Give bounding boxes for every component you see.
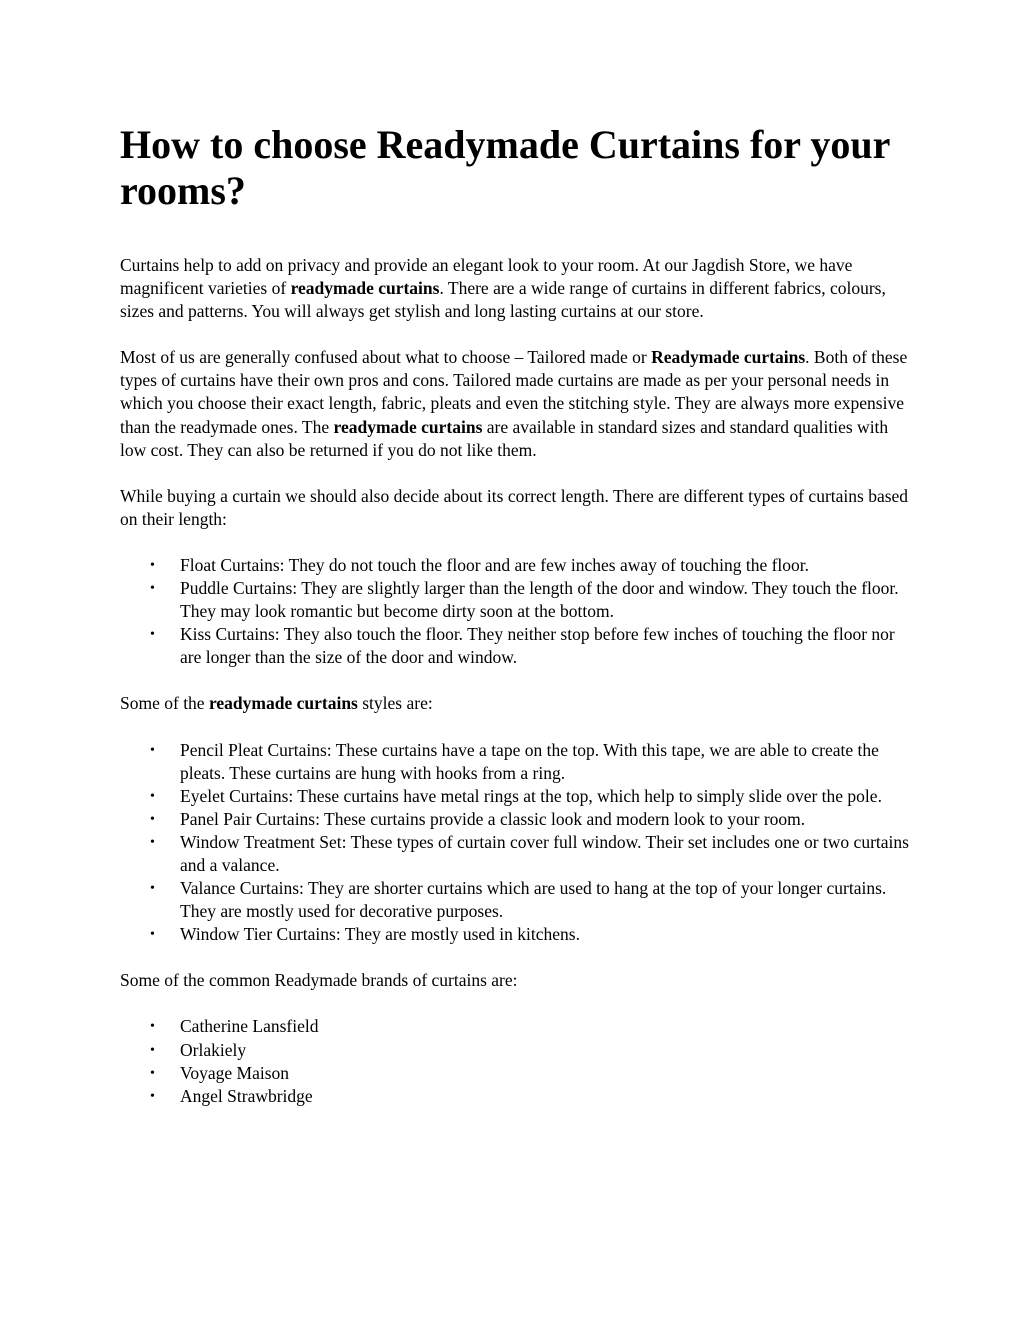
intro-paragraph (120, 254, 910, 323)
list-item: • Window Tier Curtains: They are mostly used in kitchens. (120, 923, 910, 946)
list-item: • Orlakiely (120, 1039, 910, 1062)
list-item: • Pencil Pleat Curtains: These curtains have a tape on the top. With this tape, we are able to create the pleats. These curtains are hung with hooks from a ring. (150, 739, 879, 783)
bullet-icon: • (150, 881, 155, 897)
bullet-icon: • (150, 627, 155, 643)
comparison-text-middle: . Both of these types of curtains have their own pros and cons. Tailored made curtains are made as per your personal needs in which you choose their exact length, fabric, pleats and even the stitching style. They are always more expensive than the readymade ones. The (120, 347, 908, 437)
list-item: • Kiss Curtains: They also touch the floor. They neither stop before few inches of touching the floor nor are longer than the size of the door and window. (150, 624, 895, 668)
brands-list (120, 1015, 910, 1107)
comparison-bold-keyword-2: readymade curtains (333, 416, 483, 437)
list-item: • Valance Curtains: They are shorter curtains which are used to hang at the top of your longer curtains. They are mostly used for decorative purposes. (150, 878, 887, 922)
list-item: • Panel Pair Curtains: These curtains provide a classic look and modern look to your room. (120, 808, 910, 831)
list-item: • Catherine Lansfield (120, 1015, 910, 1038)
list-item: • Voyage Maison (120, 1062, 910, 1085)
bullet-icon: • (150, 1019, 155, 1035)
bullet-icon: • (150, 927, 155, 943)
list-item: • Angel Strawbridge (120, 1085, 910, 1108)
list-item: • Float Curtains: They do not touch the floor and are few inches away of touching the floor. (120, 554, 910, 577)
styles-list (120, 739, 910, 947)
comparison-paragraph (120, 346, 910, 461)
bullet-icon: • (150, 1042, 155, 1058)
styles-intro-paragraph: Some of the readymade curtains styles are: (120, 693, 433, 714)
list-item: • Window Treatment Set: These types of curtain cover full window. Their set includes one or two curtains and a valance. (150, 831, 909, 875)
length-types-list (120, 554, 910, 669)
list-item: • Puddle Curtains: They are slightly larger than the length of the door and window. They touch the floor. They may look romantic but become dirty soon at the bottom. (150, 578, 899, 622)
bullet-icon: • (150, 581, 155, 597)
bullet-icon: • (150, 834, 155, 850)
bullet-icon: • (150, 788, 155, 804)
length-intro-paragraph: While buying a curtain we should also decide about its correct length. There are different types of curtains based on their length: (120, 485, 909, 529)
comparison-bold-keyword: Readymade curtains (651, 347, 806, 368)
intro-text: Curtains help to add on privacy and provide an elegant look to your room. At our Jagdish Store, we have magnificent varieties of (120, 255, 853, 299)
document-page (120, 122, 910, 1108)
comparison-text-end: are available in standard sizes and standard qualities with low cost. They can also be returned if you do not like them. (120, 416, 889, 460)
intro-text-end: . There are a wide range of curtains in different fabrics, colours, sizes and patterns. You will always get stylish and long lasting curtains at our store. (120, 278, 886, 322)
bullet-icon: • (150, 1065, 155, 1081)
bullet-icon: • (150, 1088, 155, 1104)
bullet-icon: • (150, 742, 155, 758)
comparison-text: Most of us are generally confused about what to choose – Tailored made or (120, 347, 652, 368)
list-item: • Eyelet Curtains: These curtains have metal rings at the top, which help to simply slide over the pole. (120, 785, 910, 808)
brands-intro-paragraph: Some of the common Readymade brands of curtains are: (120, 970, 518, 991)
bullet-icon: • (150, 557, 155, 573)
page-title: How to choose Readymade Curtains for your rooms? (120, 122, 890, 213)
intro-bold-keyword: readymade curtains (290, 278, 440, 299)
bullet-icon: • (150, 811, 155, 827)
styles-bold-keyword: readymade curtains (208, 693, 358, 714)
